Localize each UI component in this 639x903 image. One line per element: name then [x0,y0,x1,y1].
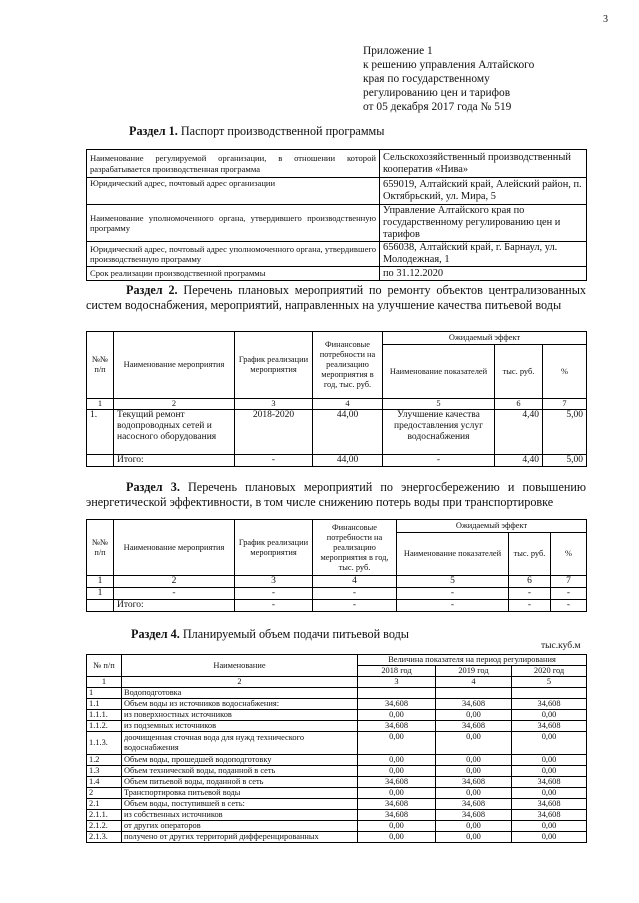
cell-year-value: 0,00 [436,732,512,755]
energy-measures-table [86,519,587,612]
cell-year-value: 34,608 [512,699,587,710]
total-row [87,600,587,612]
table-row [87,732,587,755]
cell-year-value: 34,608 [358,721,436,732]
col-header-name: Наименование [122,655,358,677]
appendix-line: края по государственному [363,73,490,85]
cell-year-value: 34,608 [436,721,512,732]
cell-name: - [114,588,235,600]
cell-num: 1.3 [87,766,122,777]
col-number: 6 [509,576,551,588]
total-label: Итого: [114,455,235,467]
section3-heading [86,480,586,510]
total-finance: - [313,600,397,612]
col-header-effect: Ожидаемый эффект [383,332,587,345]
table-row [87,832,587,843]
section2-heading [86,283,586,313]
col-header-name: Наименование мероприятия [114,520,235,576]
section4-heading [131,627,631,642]
section1-heading [129,124,629,139]
cell-year-value: 34,608 [512,721,587,732]
cell-year-value: 0,00 [436,788,512,799]
col-header-indicator: Наименование показателей [383,345,495,399]
col-number: 7 [551,576,587,588]
cell-year-value: 0,00 [436,710,512,721]
repair-measures-table [86,331,587,467]
cell-name: Объем воды из источников водоснабжения: [122,699,358,710]
col-header-num: №№ п/п [87,520,114,576]
col-header-schedule: График реализации мероприятия [235,520,313,576]
passport-key: Срок реализации производственной программы [87,267,380,281]
passport-value: по 31.12.2020 [380,267,587,281]
cell-name: Текущий ремонт водопроводных сетей и насосного оборудования [114,410,235,455]
col-header-percent: % [543,345,587,399]
col-number: 6 [495,399,543,410]
cell-num: 2.1 [87,799,122,810]
passport-key: Наименование уполномоченного органа, утвердившего производственную программу [87,205,380,242]
total-indicator: - [383,455,495,467]
cell-name: Объем питьевой воды, поданной в сеть [122,777,358,788]
cell-num: 1.1.2. [87,721,122,732]
col-number: 5 [397,576,509,588]
cell-name: Объем технической воды, поданной в сеть [122,766,358,777]
page-number: 3 [603,14,608,25]
cell-year-value: 34,608 [436,799,512,810]
cell-finance: 44,00 [313,410,383,455]
col-header-indicator: Наименование показателей [397,533,509,576]
table-header-row [87,655,587,666]
appendix-line: регулированию цен и тарифов [363,87,511,99]
cell-name: Водоподготовка [122,688,358,699]
cell-year-value: 0,00 [512,832,587,843]
cell-schedule: 2018-2020 [235,410,313,455]
table-row [87,755,587,766]
cell-year-value: 0,00 [358,832,436,843]
section4-label: Раздел 4. [131,627,180,641]
col-number: 3 [358,677,436,688]
cell-year-value: 0,00 [512,732,587,755]
cell-year-value: 0,00 [358,821,436,832]
cell-year-value: 34,608 [358,699,436,710]
table-row [87,821,587,832]
passport-value: 656038, Алтайский край, г. Барнаул, ул. Молодежная, 1 [380,242,587,267]
cell-year-value: 34,608 [512,777,587,788]
cell-num: 1.1.1. [87,710,122,721]
passport-key: Наименование регулируемой организации, в отношении которой разрабатывается производственная программа [87,150,380,178]
col-number: 1 [87,677,122,688]
col-header-thousand: тыс. руб. [495,345,543,399]
col-header-effect: Ожидаемый эффект [397,520,587,533]
table-row [87,788,587,799]
table-row [87,799,587,810]
cell-num: 1.1.3. [87,732,122,755]
cell-year-value: 34,608 [512,810,587,821]
table-header-row [87,520,587,533]
cell-finance: - [313,588,397,600]
unit-label: тыс.куб.м [541,641,581,651]
cell-name: Транспортировка питьевой воды [122,788,358,799]
passport-value: 659019, Алтайский край, Алейский район, п. Октябрьский, ул. Мира, 5 [380,178,587,205]
cell-name: от других операторов [122,821,358,832]
cell-num: 2.1.2. [87,821,122,832]
cell-year-value [436,688,512,699]
cell-percent: 5,00 [543,410,587,455]
column-number-row [87,677,587,688]
cell-year-value: 0,00 [512,821,587,832]
cell-year-value: 0,00 [358,710,436,721]
cell-year-value: 34,608 [358,810,436,821]
passport-value: Управление Алтайского края по государственному регулированию цен и тарифов [380,205,587,242]
table-header-row [87,332,587,345]
section1-title: Паспорт производственной программы [180,124,385,138]
total-indicator: - [397,600,509,612]
cell-name: из собственных источников [122,810,358,821]
section2-title: Перечень плановых мероприятий по ремонту объектов централизованных систем водоснабжения, мероприятий, направленных на улучшение качества питьевой воды [86,283,586,312]
section2-label: Раздел 2. [126,283,178,297]
cell-percent: - [551,588,587,600]
cell-indicator: - [397,588,509,600]
col-number: 3 [235,399,313,410]
passport-key: Юридический адрес, почтовый адрес организации [87,178,380,205]
cell-year-value: 0,00 [436,755,512,766]
table-row [87,150,587,178]
total-percent: - [551,600,587,612]
col-header-num: №№ п/п [87,332,114,399]
cell-schedule: - [235,588,313,600]
passport-table [86,149,587,281]
total-finance: 44,00 [313,455,383,467]
table-row [87,766,587,777]
col-header-finance: Финансовые потребности на реализацию мероприятия в год, тыс. руб. [313,332,383,399]
cell-num: 2.1.3. [87,832,122,843]
section3-label: Раздел 3. [126,480,180,494]
col-number: 4 [313,576,397,588]
cell-year-value: 0,00 [436,766,512,777]
col-number: 2 [114,399,235,410]
cell-year-value [512,688,587,699]
cell-name: Объем воды, поступившей в сеть: [122,799,358,810]
section3-title: Перечень плановых мероприятий по энергосбережению и повышению энергетической эффективности, в том числе снижению потерь воды при транспортировке [86,480,586,509]
cell-num: 1 [87,688,122,699]
cell-name: из подземных источников [122,721,358,732]
column-number-row [87,399,587,410]
cell-year-value: 0,00 [512,755,587,766]
table-row [87,178,587,205]
col-header-year: 2019 год [436,666,512,677]
total-schedule: - [235,455,313,467]
col-number: 5 [512,677,587,688]
table-row [87,242,587,267]
cell-year-value: 0,00 [358,755,436,766]
cell-num: 2.1.1. [87,810,122,821]
appendix-line: от 05 декабря 2017 года № 519 [363,101,512,113]
passport-key: Юридический адрес, почтовый адрес уполномоченного органа, утвердившего производственную программу [87,242,380,267]
col-header-schedule: График реализации мероприятия [235,332,313,399]
col-number: 3 [235,576,313,588]
table-row [87,777,587,788]
cell-year-value: 34,608 [436,810,512,821]
col-number: 2 [122,677,358,688]
col-number: 5 [383,399,495,410]
cell-name: получено от других территорий дифференцированных [122,832,358,843]
appendix-line: Приложение 1 [363,45,433,57]
water-volume-table [86,654,587,843]
total-percent: 5,00 [543,455,587,467]
col-header-period: Величина показателя на период регулирования [358,655,587,666]
col-number: 4 [436,677,512,688]
cell-indicator: Улучшение качества предоставления услуг водоснабжения [383,410,495,455]
cell-num: 1.2 [87,755,122,766]
cell-year-value: 0,00 [512,788,587,799]
col-number: 2 [114,576,235,588]
appendix-header [363,44,613,114]
col-header-name: Наименование мероприятия [114,332,235,399]
cell-year-value: 0,00 [358,788,436,799]
cell-num: 2 [87,788,122,799]
total-thousand: 4,40 [495,455,543,467]
cell-year-value: 0,00 [512,710,587,721]
cell-year-value [358,688,436,699]
col-number: 1 [87,399,114,410]
cell-year-value: 34,608 [512,799,587,810]
total-row [87,455,587,467]
cell-year-value: 0,00 [358,766,436,777]
cell-name: доочищенная сточная вода для нужд технического водоснабжения [122,732,358,755]
col-number: 4 [313,399,383,410]
table-row [87,721,587,732]
cell-year-value: 0,00 [512,766,587,777]
table-row [87,699,587,710]
section1-label: Раздел 1. [129,124,178,138]
cell-year-value: 34,608 [358,777,436,788]
cell-num: 1. [87,410,114,455]
cell-year-value: 0,00 [436,832,512,843]
col-header-year: 2018 год [358,666,436,677]
cell-year-value: 0,00 [358,732,436,755]
cell-thousand: 4,40 [495,410,543,455]
col-header-finance: Финансовые потребности на реализацию мероприятия в год, тыс. руб. [313,520,397,576]
cell-year-value: 34,608 [436,777,512,788]
col-number: 1 [87,576,114,588]
col-header-percent: % [551,533,587,576]
total-label: Итого: [114,600,235,612]
cell-year-value: 34,608 [358,799,436,810]
table-row [87,810,587,821]
cell-name: Объем воды, прошедшей водоподготовку [122,755,358,766]
table-row [87,410,587,455]
cell-num: 1.1 [87,699,122,710]
column-number-row [87,576,587,588]
cell-year-value: 0,00 [436,821,512,832]
appendix-line: к решению управления Алтайского [363,59,535,71]
col-header-thousand: тыс. руб. [509,533,551,576]
table-row [87,688,587,699]
passport-value: Сельскохозяйственный производственный кооператив «Нива» [380,150,587,178]
total-schedule: - [235,600,313,612]
section4-title: Планируемый объем подачи питьевой воды [182,627,409,641]
col-number: 7 [543,399,587,410]
cell-num: 1.4 [87,777,122,788]
table-row [87,205,587,242]
total-thousand: - [509,600,551,612]
col-header-num: № п/п [87,655,122,677]
cell-year-value: 34,608 [436,699,512,710]
table-row [87,267,587,281]
cell-name: из поверхностных источников [122,710,358,721]
cell-thousand: - [509,588,551,600]
cell-num: 1 [87,588,114,600]
table-row [87,588,587,600]
col-header-year: 2020 год [512,666,587,677]
table-row [87,710,587,721]
